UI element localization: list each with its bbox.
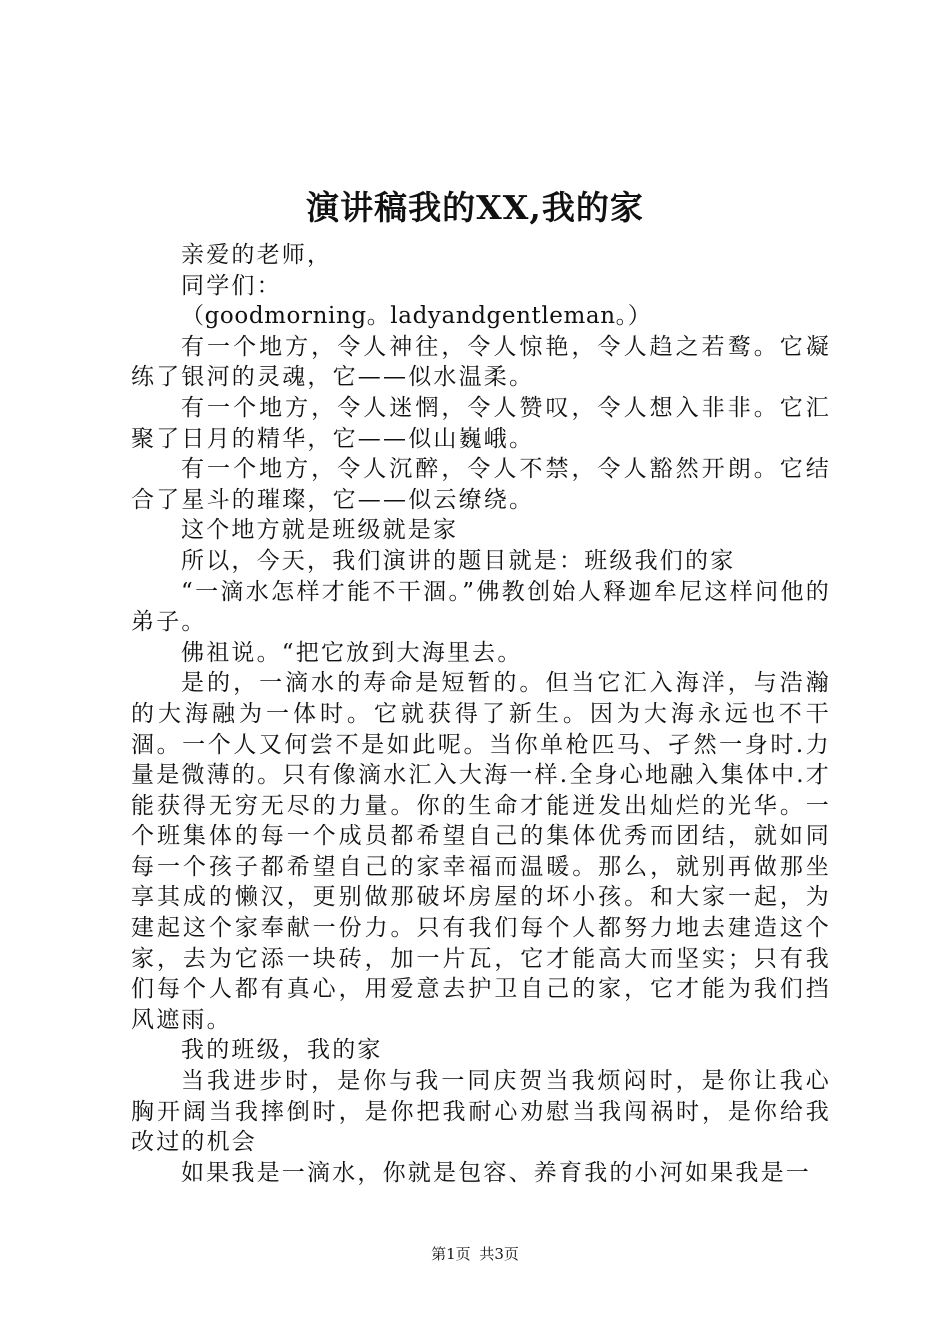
paragraph: 亲爱的老师，	[181, 242, 333, 268]
paragraph: 同学们：	[181, 272, 282, 299]
paragraph: （goodmorning。ladyandgentleman。）	[181, 303, 652, 330]
paragraph: 有一个地方，令人迷惘，令人赞叹，令人想入非非。它汇聚了日月的精华，它——似山巍峨。	[131, 394, 831, 452]
paragraph: 如果我是一滴水，你就是包容、养育我的小河如果我是一	[181, 1159, 811, 1186]
paragraph: 佛祖说。“把它放到大海里去。	[181, 639, 523, 666]
page-footer	[0, 1244, 950, 1264]
paragraph: 有一个地方，令人神往，令人惊艳，令人趋之若鹜。它凝练了银河的灵魂，它——似水温柔。	[131, 333, 831, 391]
page-number: 第1页	[431, 1245, 471, 1263]
document-body	[131, 240, 831, 1188]
paragraph: 所以，今天，我们演讲的题目就是：班级我们的家	[181, 547, 736, 574]
paragraph: 是的，一滴水的寿命是短暂的。但当它汇入海洋，与浩瀚的大海融为一体时。它就获得了新生。因为大海永远也不干涸。一个人又何尝不是如此呢。当你单枪匹马、孑然一身时.力量是微薄的。只有像滴水汇入大海一样.全身心地融入集体中.才能获得无穷无尽的力量。你的生命才能迸发出灿烂的光华。一个班集体的每一个成员都希望自己的集体优秀而团结，就如同每一个孩子都希望自己的家幸福而温暖。那么，就别再做那坐享其成的懒汉，更别做那破坏房屋的坏小孩。和大家一起，为建起这个家奉献一份力。只有我们每个人都努力地去建造这个家，去为它添一块砖，加一片瓦，它才能高大而坚实；只有我们每个人都有真心，用爱意去护卫自己的家，它才能为我们挡风遮雨。	[131, 670, 831, 1033]
paragraph: 我的班级，我的家	[181, 1037, 383, 1064]
paragraph: 这个地方就是班级就是家	[181, 517, 459, 544]
paragraph: 有一个地方，令人沉醉，令人不禁，令人豁然开朗。它结合了星斗的璀璨，它——似云缭绕。	[131, 456, 831, 513]
page-total: 共3页	[479, 1245, 519, 1263]
paragraph: 当我进步时，是你与我一同庆贺当我烦闷时，是你让我心胸开阔当我摔倒时，是你把我耐心劝慰当我闯祸时，是你给我改过的机会	[131, 1068, 831, 1156]
paragraph: “一滴水怎样才能不干涸。”佛教创始人释迦牟尼这样问他的弟子。	[131, 578, 831, 636]
page-title: 演讲稿我的XX,我的家	[306, 188, 644, 227]
